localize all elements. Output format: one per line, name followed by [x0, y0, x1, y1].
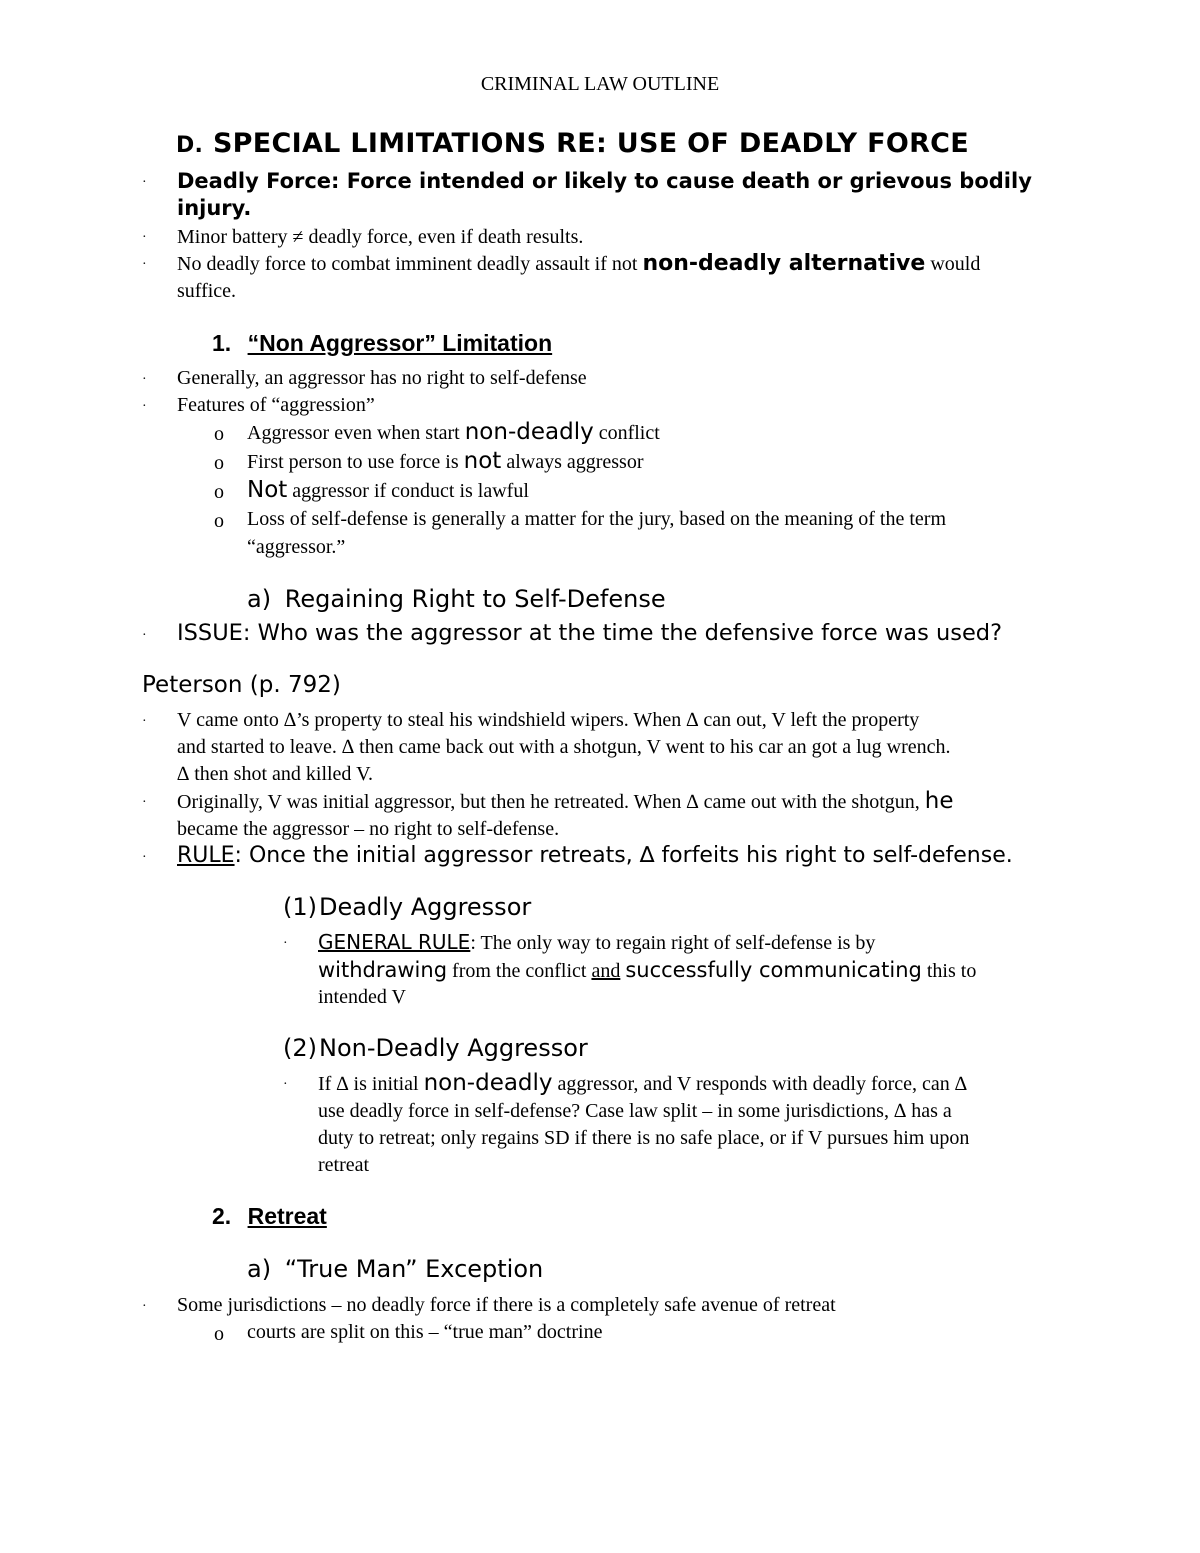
non-deadly-line4: retreat	[318, 1154, 370, 1176]
emphasis-run: non-deadly	[464, 419, 594, 445]
aggressor-no-right-text: Generally, an aggressor has no right to self-defense	[177, 367, 587, 389]
issue-text: ISSUE: Who was the aggressor at the time the defensive force was used?	[177, 620, 1003, 646]
text-run: Originally, V was initial aggressor, but then he retreated. When ∆ came out with the shotgun,	[177, 791, 925, 813]
true-man-doctrine-text: courts are split on this – “true man” doctrine	[247, 1321, 603, 1343]
bullet-marker: ·	[283, 936, 288, 951]
deadly-aggressor-rule-line3: intended V	[318, 986, 406, 1008]
case-rule	[177, 842, 1013, 869]
emphasis-run: non-deadly alternative	[642, 251, 926, 276]
section-d-letter: D.	[176, 133, 204, 158]
subsection-label: (1)	[283, 893, 317, 921]
non-deadly-line2: use deadly force in self-defense? Case law split – in some jurisdictions, ∆ has a	[318, 1100, 952, 1122]
bullet-marker: ·	[142, 628, 147, 643]
bullet-marker: ·	[142, 1299, 147, 1314]
bullet-marker: ·	[142, 257, 147, 272]
sub-bullet-marker: o	[214, 481, 224, 503]
subsection-title: “True Man” Exception	[284, 1255, 544, 1283]
section-d-heading	[176, 128, 969, 159]
emphasis-run: Not	[247, 477, 288, 503]
true-man-heading	[247, 1255, 543, 1283]
sub-bullet-first-person	[247, 448, 644, 476]
section-1-heading	[212, 330, 552, 357]
retreat-jurisdictions-text: Some jurisdictions – no deadly force if there is a completely safe avenue of retreat	[177, 1294, 836, 1316]
no-deadly-force-line1	[177, 250, 980, 278]
sub-bullet-jury-line2: “aggressor.”	[247, 536, 346, 558]
text-run: from the conflict	[447, 960, 592, 982]
emphasis-run: withdrawing	[318, 958, 448, 982]
subsection-label: a)	[247, 1255, 272, 1283]
text-run: aggressor, and V responds with deadly force, can ∆	[552, 1073, 968, 1095]
sub-bullet-jury-line1: Loss of self-defense is generally a matter for the jury, based on the meaning of the term	[247, 508, 947, 530]
text-run: would	[925, 253, 981, 275]
general-rule-label: GENERAL RULE	[318, 930, 471, 954]
subsection-regaining-heading	[247, 585, 666, 613]
sub-bullet-marker: o	[214, 423, 224, 445]
section-d-title: SPECIAL LIMITATIONS RE: USE OF DEADLY FORCE	[212, 128, 970, 159]
bullet-marker: ·	[142, 175, 147, 190]
emphasis-run: successfully communicating	[625, 958, 922, 982]
text-run: If ∆ is initial	[318, 1073, 424, 1095]
deadly-force-definition-line2: injury.	[177, 196, 252, 220]
subsection-title: Deadly Aggressor	[319, 893, 532, 921]
non-deadly-line1	[318, 1070, 967, 1098]
non-deadly-aggressor-heading	[283, 1034, 588, 1062]
subsection-label: (2)	[283, 1034, 317, 1062]
sub-bullet-start-conflict	[247, 419, 660, 447]
case-facts-line3: ∆ then shot and killed V.	[177, 763, 373, 785]
deadly-aggressor-rule-line1	[318, 929, 875, 957]
bullet-marker: ·	[142, 372, 147, 387]
text-run: : The only way to regain right of self-defense is by	[470, 932, 876, 954]
text-run: No deadly force to combat imminent deadly assault if not	[177, 253, 643, 275]
section-1-title: “Non Aggressor” Limitation	[247, 330, 553, 356]
bullet-marker: ·	[142, 230, 147, 245]
bullet-marker: ·	[142, 714, 147, 729]
non-deadly-line3: duty to retreat; only regains SD if there is no safe place, or if V pursues him upon	[318, 1127, 970, 1149]
section-2-heading	[212, 1203, 327, 1230]
text-run: conflict	[593, 422, 660, 444]
text-run: Aggressor even when start	[247, 422, 465, 444]
emphasis-run: non-deadly	[423, 1070, 553, 1096]
bullet-marker: ·	[283, 1077, 288, 1092]
subsection-label: a)	[247, 585, 272, 613]
sub-bullet-marker: o	[214, 452, 224, 474]
deadly-force-definition-line1: Deadly Force: Force intended or likely to cause death or grievous bodily	[177, 169, 1032, 193]
text-run: First person to use force is	[247, 451, 464, 473]
deadly-aggressor-rule-line2	[318, 957, 976, 985]
sub-bullet-marker: o	[214, 510, 224, 532]
emphasis-run: he	[924, 788, 954, 814]
text-run: always aggressor	[501, 451, 644, 473]
underlined-run: and	[591, 960, 621, 982]
sub-bullet-marker: o	[214, 1323, 224, 1345]
emphasis-run: not	[463, 448, 502, 474]
minor-battery-text: Minor battery ≠ deadly force, even if death results.	[177, 226, 584, 248]
deadly-aggressor-heading	[283, 893, 531, 921]
subsection-title: Non-Deadly Aggressor	[319, 1034, 588, 1062]
text-run: this to	[921, 960, 977, 982]
page-header: CRIMINAL LAW OUTLINE	[480, 73, 720, 95]
bullet-marker: ·	[142, 795, 147, 810]
section-1-number: 1.	[212, 330, 232, 356]
subsection-title: Regaining Right to Self-Defense	[284, 585, 666, 613]
features-of-aggression-text: Features of “aggression”	[177, 394, 375, 416]
rule-label: RULE	[177, 843, 235, 868]
no-deadly-force-line2: suffice.	[177, 280, 237, 302]
section-2-number: 2.	[212, 1203, 232, 1229]
case-analysis-line2: became the aggressor – no right to self-defense.	[177, 818, 560, 840]
section-2-title: Retreat	[247, 1203, 327, 1229]
text-run: aggressor if conduct is lawful	[287, 480, 529, 502]
case-analysis-line1	[177, 788, 953, 816]
sub-bullet-lawful-conduct	[247, 477, 529, 505]
bullet-marker: ·	[142, 399, 147, 414]
case-facts-line1: V came onto ∆’s property to steal his windshield wipers. When ∆ can out, V left the property	[177, 709, 920, 731]
case-heading: Peterson (p. 792)	[142, 672, 341, 698]
case-facts-line2: and started to leave. ∆ then came back out with a shotgun, V went to his car an got a lug wrench.	[177, 736, 951, 758]
bullet-marker: ·	[142, 850, 147, 865]
rule-text: : Once the initial aggressor retreats, ∆ forfeits his right to self-defense.	[234, 843, 1013, 868]
